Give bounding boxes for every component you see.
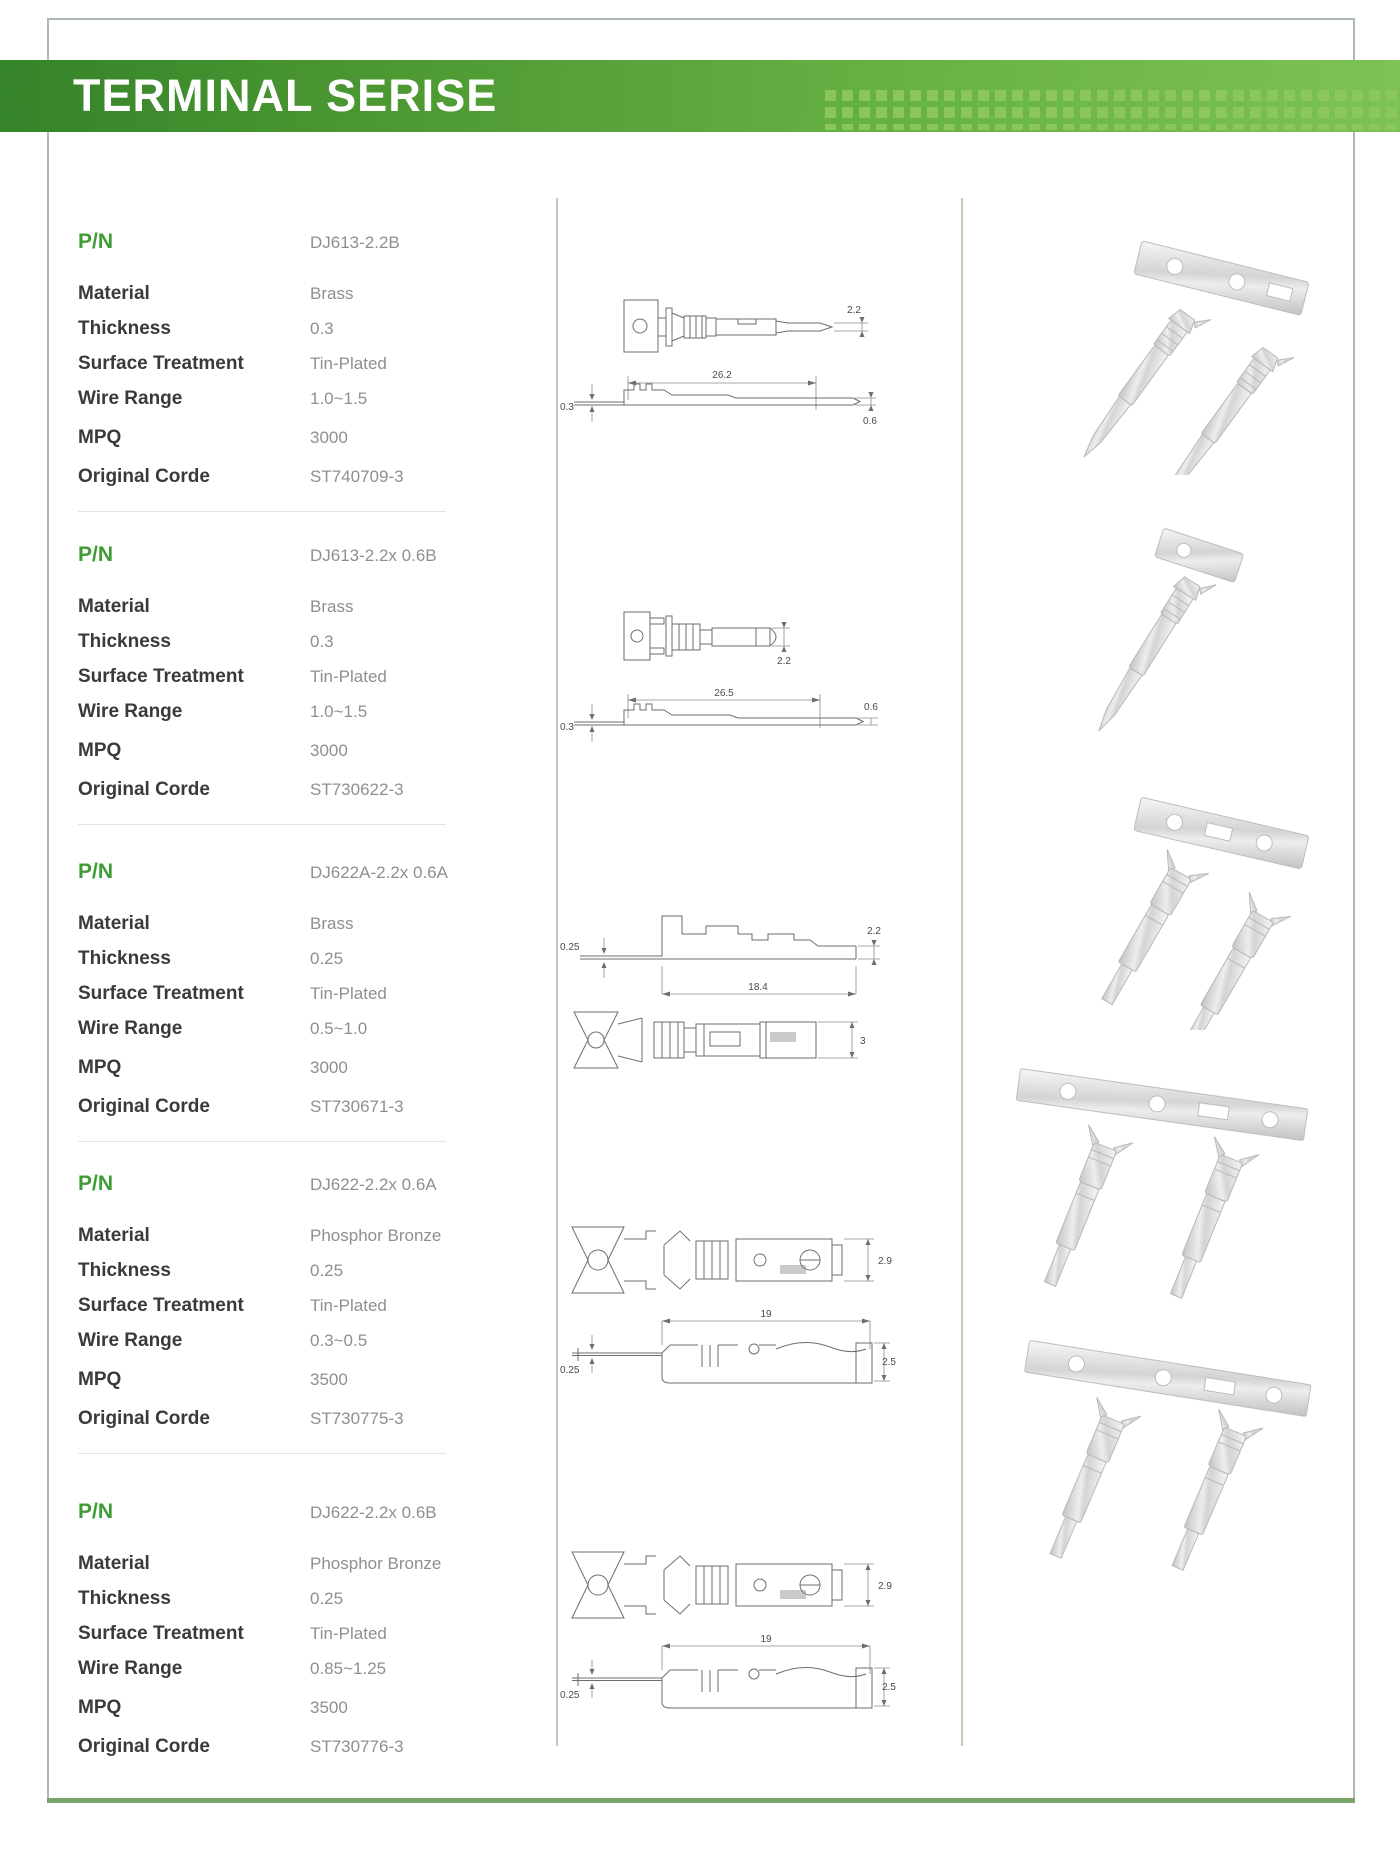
spec-value: 3500 <box>310 1697 348 1717</box>
spec-row-original-corde <box>78 459 450 494</box>
spec-value: Brass <box>310 913 354 933</box>
dim-length: 18.4 <box>748 982 768 993</box>
spec-label: Surface Treatment <box>78 1294 244 1316</box>
section-divider <box>78 824 446 825</box>
dim-height: 2.9 <box>878 1256 892 1267</box>
spec-label: Original Corde <box>78 1095 210 1117</box>
spec-row-material <box>78 589 450 624</box>
spec-row-wire-range <box>78 694 450 729</box>
spec-value: 0.3 <box>310 631 334 651</box>
spec-label: Wire Range <box>78 1657 183 1679</box>
section-divider <box>78 511 446 512</box>
spec-row-surface-treatment <box>78 1288 450 1323</box>
pn-label: P/N <box>78 230 114 253</box>
spec-row-wire-range <box>78 381 450 416</box>
spec-label: Thickness <box>78 947 171 969</box>
spec-value: Tin-Plated <box>310 353 387 373</box>
dim-tail: 0.6 <box>863 416 877 427</box>
female-terminal <box>1028 1125 1133 1293</box>
spec-value: 0.25 <box>310 1588 344 1608</box>
spec-table <box>78 1172 450 1436</box>
dim-height: 2.9 <box>878 1581 892 1592</box>
male-terminal <box>1088 566 1216 742</box>
spec-row-pn <box>78 230 450 258</box>
spec-label: MPQ <box>78 426 122 448</box>
dim-height: 2.2 <box>847 305 861 316</box>
technical-drawing-5 <box>558 1540 898 1720</box>
female-terminal <box>1156 1409 1263 1575</box>
spec-label: Surface Treatment <box>78 1622 244 1644</box>
halftone-dots-decoration <box>825 90 1400 130</box>
spec-row-thickness <box>78 941 450 976</box>
section-divider <box>78 1141 446 1142</box>
dim-tail: 2.5 <box>882 1357 896 1368</box>
spec-row-pn <box>78 543 450 571</box>
spec-row-original-corde <box>78 1089 450 1124</box>
spec-row-original-corde <box>78 1401 450 1436</box>
spec-label: MPQ <box>78 1368 122 1390</box>
technical-drawing-3 <box>558 900 898 1085</box>
male-terminal <box>1156 337 1294 475</box>
dim-height: 2.2 <box>867 926 881 937</box>
spec-row-mpq <box>78 733 450 768</box>
spec-row-surface-treatment <box>78 659 450 694</box>
dim-thickness: 0.25 <box>560 1365 580 1376</box>
spec-label: Thickness <box>78 1259 171 1281</box>
section-divider <box>78 1453 446 1454</box>
spec-value: 0.3~0.5 <box>310 1330 368 1350</box>
female-terminal <box>1086 849 1209 1013</box>
pn-label: P/N <box>78 543 114 566</box>
spec-label: MPQ <box>78 739 122 761</box>
spec-table <box>78 230 450 494</box>
spec-label: Thickness <box>78 317 171 339</box>
spec-label: Wire Range <box>78 1017 183 1039</box>
spec-label: Wire Range <box>78 387 183 409</box>
spec-value: ST740709-3 <box>310 466 404 486</box>
spec-value: 1.0~1.5 <box>310 701 368 721</box>
dim-tail: 3 <box>860 1036 866 1047</box>
spec-label: MPQ <box>78 1056 122 1078</box>
spec-value: Tin-Plated <box>310 1623 387 1643</box>
spec-value: ST730776-3 <box>310 1736 404 1756</box>
spec-row-material <box>78 906 450 941</box>
technical-drawing-1 <box>558 288 898 468</box>
pn-label: P/N <box>78 1500 114 1523</box>
product-photo-5 <box>985 1310 1330 1575</box>
spec-value: 1.0~1.5 <box>310 388 368 408</box>
spec-table <box>78 543 450 807</box>
spec-label: Thickness <box>78 630 171 652</box>
female-terminal <box>1168 892 1291 1030</box>
spec-label: Surface Treatment <box>78 982 244 1004</box>
male-terminal <box>1073 299 1211 470</box>
spec-value: Tin-Plated <box>310 983 387 1003</box>
spec-row-surface-treatment <box>78 1616 450 1651</box>
carrier-strip <box>1134 797 1309 869</box>
spec-value: Phosphor Bronze <box>310 1225 442 1245</box>
dim-length: 19 <box>760 1634 772 1645</box>
spec-value: 0.85~1.25 <box>310 1658 387 1678</box>
spec-row-surface-treatment <box>78 346 450 381</box>
spec-label: Original Corde <box>78 778 210 800</box>
pn-value: DJ622-2.2x 0.6A <box>310 1175 437 1194</box>
product-photo-2 <box>985 485 1330 750</box>
spec-value: 3000 <box>310 1057 348 1077</box>
dim-length: 19 <box>760 1309 772 1320</box>
header-banner <box>0 60 1400 132</box>
dim-length: 26.5 <box>714 688 734 699</box>
spec-row-thickness <box>78 1253 450 1288</box>
spec-value: ST730775-3 <box>310 1408 404 1428</box>
spec-label: Original Corde <box>78 1735 210 1757</box>
spec-value: 0.25 <box>310 1260 344 1280</box>
pn-value: DJ613-2.2B <box>310 233 400 252</box>
pn-label: P/N <box>78 1172 114 1195</box>
spec-row-wire-range <box>78 1011 450 1046</box>
dim-height: 2.2 <box>777 656 791 667</box>
technical-drawing-4 <box>558 1215 898 1395</box>
dim-thickness: 0.25 <box>560 942 580 953</box>
spec-row-mpq <box>78 1690 450 1725</box>
spec-label: Wire Range <box>78 700 183 722</box>
pn-value: DJ613-2.2x 0.6B <box>310 546 437 565</box>
spec-row-material <box>78 1546 450 1581</box>
spec-value: Tin-Plated <box>310 1295 387 1315</box>
spec-table <box>78 1500 450 1764</box>
spec-row-thickness <box>78 311 450 346</box>
product-photo-4 <box>985 1035 1330 1300</box>
spec-row-mpq <box>78 420 450 455</box>
spec-table <box>78 860 450 1124</box>
spec-row-wire-range <box>78 1651 450 1686</box>
dim-length: 26.2 <box>712 370 732 381</box>
dim-thickness: 0.3 <box>560 722 574 733</box>
spec-value: 0.3 <box>310 318 334 338</box>
spec-row-mpq <box>78 1362 450 1397</box>
spec-row-thickness <box>78 624 450 659</box>
spec-row-original-corde <box>78 1729 450 1764</box>
female-terminal <box>1154 1137 1259 1300</box>
dim-tail: 2.5 <box>882 1682 896 1693</box>
spec-label: Original Corde <box>78 1407 210 1429</box>
spec-value: ST730622-3 <box>310 779 404 799</box>
pn-value: DJ622-2.2x 0.6B <box>310 1503 437 1522</box>
spec-value: 3000 <box>310 427 348 447</box>
pn-label: P/N <box>78 860 114 883</box>
spec-value: Phosphor Bronze <box>310 1553 442 1573</box>
spec-label: Material <box>78 1552 150 1574</box>
spec-label: Surface Treatment <box>78 352 244 374</box>
carrier-strip <box>1016 1069 1308 1141</box>
dim-thickness: 0.3 <box>560 402 574 413</box>
spec-row-mpq <box>78 1050 450 1085</box>
carrier-strip <box>1025 1340 1311 1416</box>
spec-value: Tin-Plated <box>310 666 387 686</box>
spec-label: Surface Treatment <box>78 665 244 687</box>
spec-value: 0.25 <box>310 948 344 968</box>
spec-label: Original Corde <box>78 465 210 487</box>
spec-value: Brass <box>310 596 354 616</box>
spec-label: Thickness <box>78 1587 171 1609</box>
spec-label: Wire Range <box>78 1329 183 1351</box>
carrier-tab <box>1155 528 1244 582</box>
spec-row-thickness <box>78 1581 450 1616</box>
spec-row-original-corde <box>78 772 450 807</box>
spec-value: 3000 <box>310 740 348 760</box>
dim-thickness: 0.25 <box>560 1690 580 1701</box>
female-terminal <box>1034 1397 1141 1565</box>
spec-row-material <box>78 1218 450 1253</box>
spec-value: Brass <box>310 283 354 303</box>
spec-row-wire-range <box>78 1323 450 1358</box>
spec-label: Material <box>78 1224 150 1246</box>
spec-label: Material <box>78 595 150 617</box>
product-photo-3 <box>985 765 1330 1030</box>
page-title: TERMINAL SERISE <box>73 70 498 121</box>
spec-value: 3500 <box>310 1369 348 1389</box>
pn-value: DJ622A-2.2x 0.6A <box>310 863 448 882</box>
spec-row-material <box>78 276 450 311</box>
spec-value: ST730671-3 <box>310 1096 404 1116</box>
spec-row-pn <box>78 860 450 888</box>
spec-label: Material <box>78 282 150 304</box>
technical-drawing-2 <box>558 600 898 780</box>
spec-label: Material <box>78 912 150 934</box>
carrier-strip <box>1134 241 1309 316</box>
product-photo-1 <box>985 210 1330 475</box>
spec-row-surface-treatment <box>78 976 450 1011</box>
spec-label: MPQ <box>78 1696 122 1718</box>
dim-tail: 0.6 <box>864 702 878 713</box>
spec-row-pn <box>78 1172 450 1200</box>
spec-value: 0.5~1.0 <box>310 1018 368 1038</box>
spec-row-pn <box>78 1500 450 1528</box>
